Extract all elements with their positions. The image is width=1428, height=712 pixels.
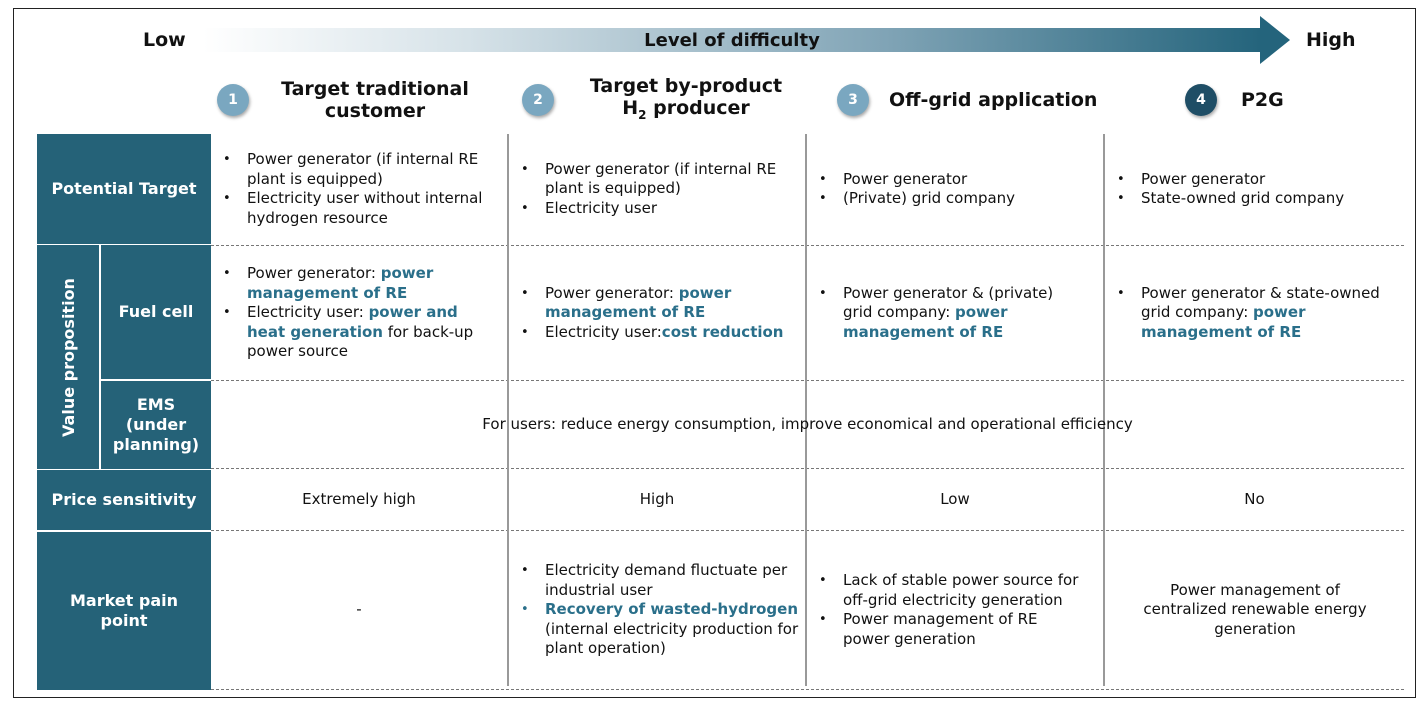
column-title-2-line1: Target by-product bbox=[589, 74, 783, 97]
list-item: • Electricity user without internal hydrogen resource bbox=[223, 189, 503, 228]
highlight-text: cost reduction bbox=[661, 322, 784, 341]
list-item: • State-owned grid company bbox=[1117, 189, 1397, 209]
potential-target-cell-1 bbox=[223, 134, 503, 244]
column-title-3: Off-grid application bbox=[889, 89, 1098, 111]
text: Electricity user: bbox=[545, 322, 662, 341]
highlight-text: power management of RE bbox=[843, 303, 1008, 341]
list-item: • Lack of stable power source for off-grid electricity generation bbox=[819, 571, 1081, 610]
highlight-text: Recovery of wasted-hydrogen bbox=[545, 600, 799, 619]
list-item bbox=[521, 600, 803, 659]
list-item bbox=[1117, 284, 1387, 343]
list-item: • (Private) grid company bbox=[819, 189, 1099, 209]
price-cell-2: High bbox=[639, 489, 675, 508]
list-item: • Power generator bbox=[819, 170, 1099, 190]
difficulty-label: Level of difficulty bbox=[644, 30, 820, 51]
highlight-text: power and heat generation bbox=[247, 303, 458, 341]
step-badge-1: 1 bbox=[217, 84, 249, 116]
value-proposition-label: Value proposition bbox=[58, 277, 78, 437]
text: (internal electricity production for plant operation) bbox=[545, 619, 799, 658]
price-cell-1: Extremely high bbox=[302, 489, 416, 508]
text: Electricity user: bbox=[247, 303, 369, 322]
list-item bbox=[521, 284, 801, 323]
column-title-2-sub: 2 bbox=[638, 107, 647, 122]
list-item bbox=[223, 264, 499, 303]
row-header-price-sensitivity: Price sensitivity bbox=[37, 470, 211, 530]
potential-target-cell-2 bbox=[521, 134, 801, 244]
column-title-4: P2G bbox=[1241, 89, 1284, 111]
row-header-market-pain-point: Market pain point bbox=[37, 532, 211, 690]
column-title-2-rest: producer bbox=[646, 96, 750, 119]
column-header-1 bbox=[217, 74, 497, 126]
ems-text: For users: reduce energy consumption, improve economical and operational efficiency bbox=[482, 414, 1133, 433]
list-item: • Power generator (if internal RE plant is equipped) bbox=[223, 150, 503, 189]
text: Power generator & state-owned grid company: bbox=[1141, 283, 1380, 322]
list-item bbox=[521, 323, 801, 343]
step-badge-4: 4 bbox=[1185, 84, 1217, 116]
column-header-4 bbox=[1185, 74, 1385, 126]
list-item bbox=[223, 303, 499, 362]
list-item: • Power generator bbox=[1117, 170, 1397, 190]
text: for back-up power source bbox=[247, 322, 474, 361]
pain-cell-2 bbox=[521, 531, 803, 689]
list-item bbox=[819, 284, 1081, 343]
list-item: • Power management of RE power generation bbox=[819, 610, 1081, 649]
fuel-cell-cell-2 bbox=[521, 246, 801, 380]
row-divider bbox=[211, 689, 1404, 690]
column-title-2 bbox=[576, 75, 796, 126]
list-item: • Power generator (if internal RE plant is equipped) bbox=[521, 160, 801, 199]
fuel-cell-cell-4 bbox=[1117, 246, 1387, 380]
list-item: • Electricity demand fluctuate per industrial user bbox=[521, 561, 803, 600]
highlight-text: power management of RE bbox=[1141, 303, 1306, 341]
potential-target-cell-3 bbox=[819, 134, 1099, 244]
highlight-text: power management of RE bbox=[247, 264, 434, 302]
text: Power generator: bbox=[247, 264, 381, 283]
column-header-2 bbox=[522, 74, 802, 126]
text: Power generator: bbox=[545, 283, 679, 302]
difficulty-high-label: High bbox=[1306, 29, 1356, 51]
pain-cell-4: Power management of centralized renewable energy generation bbox=[1143, 580, 1367, 638]
step-badge-2: 2 bbox=[522, 84, 554, 116]
row-header-potential-target: Potential Target bbox=[37, 134, 211, 244]
difficulty-low-label: Low bbox=[143, 29, 186, 51]
column-title-2-h: H bbox=[622, 96, 639, 119]
column-title-1: Target traditional customer bbox=[281, 78, 469, 122]
row-header-fuel-cell: Fuel cell bbox=[101, 245, 211, 379]
price-cell-3: Low bbox=[940, 489, 970, 508]
row-header-value-proposition bbox=[37, 245, 99, 469]
price-cell-4: No bbox=[1244, 489, 1265, 508]
difficulty-arrow-head bbox=[1260, 16, 1290, 64]
ems-cell bbox=[211, 381, 1404, 468]
text: Power generator & (private) grid company: bbox=[843, 283, 1054, 322]
list-item: • Electricity user bbox=[521, 199, 801, 219]
column-header-3 bbox=[837, 74, 1107, 126]
potential-target-cell-4 bbox=[1117, 134, 1397, 244]
row-header-ems: EMS (under planning) bbox=[101, 381, 211, 469]
highlight-text: power management of RE bbox=[545, 283, 732, 322]
difficulty-arrow bbox=[203, 16, 1288, 64]
pain-cell-1: - bbox=[356, 600, 362, 619]
step-badge-3: 3 bbox=[837, 84, 869, 116]
fuel-cell-cell-3 bbox=[819, 246, 1081, 380]
fuel-cell-cell-1 bbox=[223, 246, 499, 380]
pain-cell-3 bbox=[819, 531, 1081, 689]
